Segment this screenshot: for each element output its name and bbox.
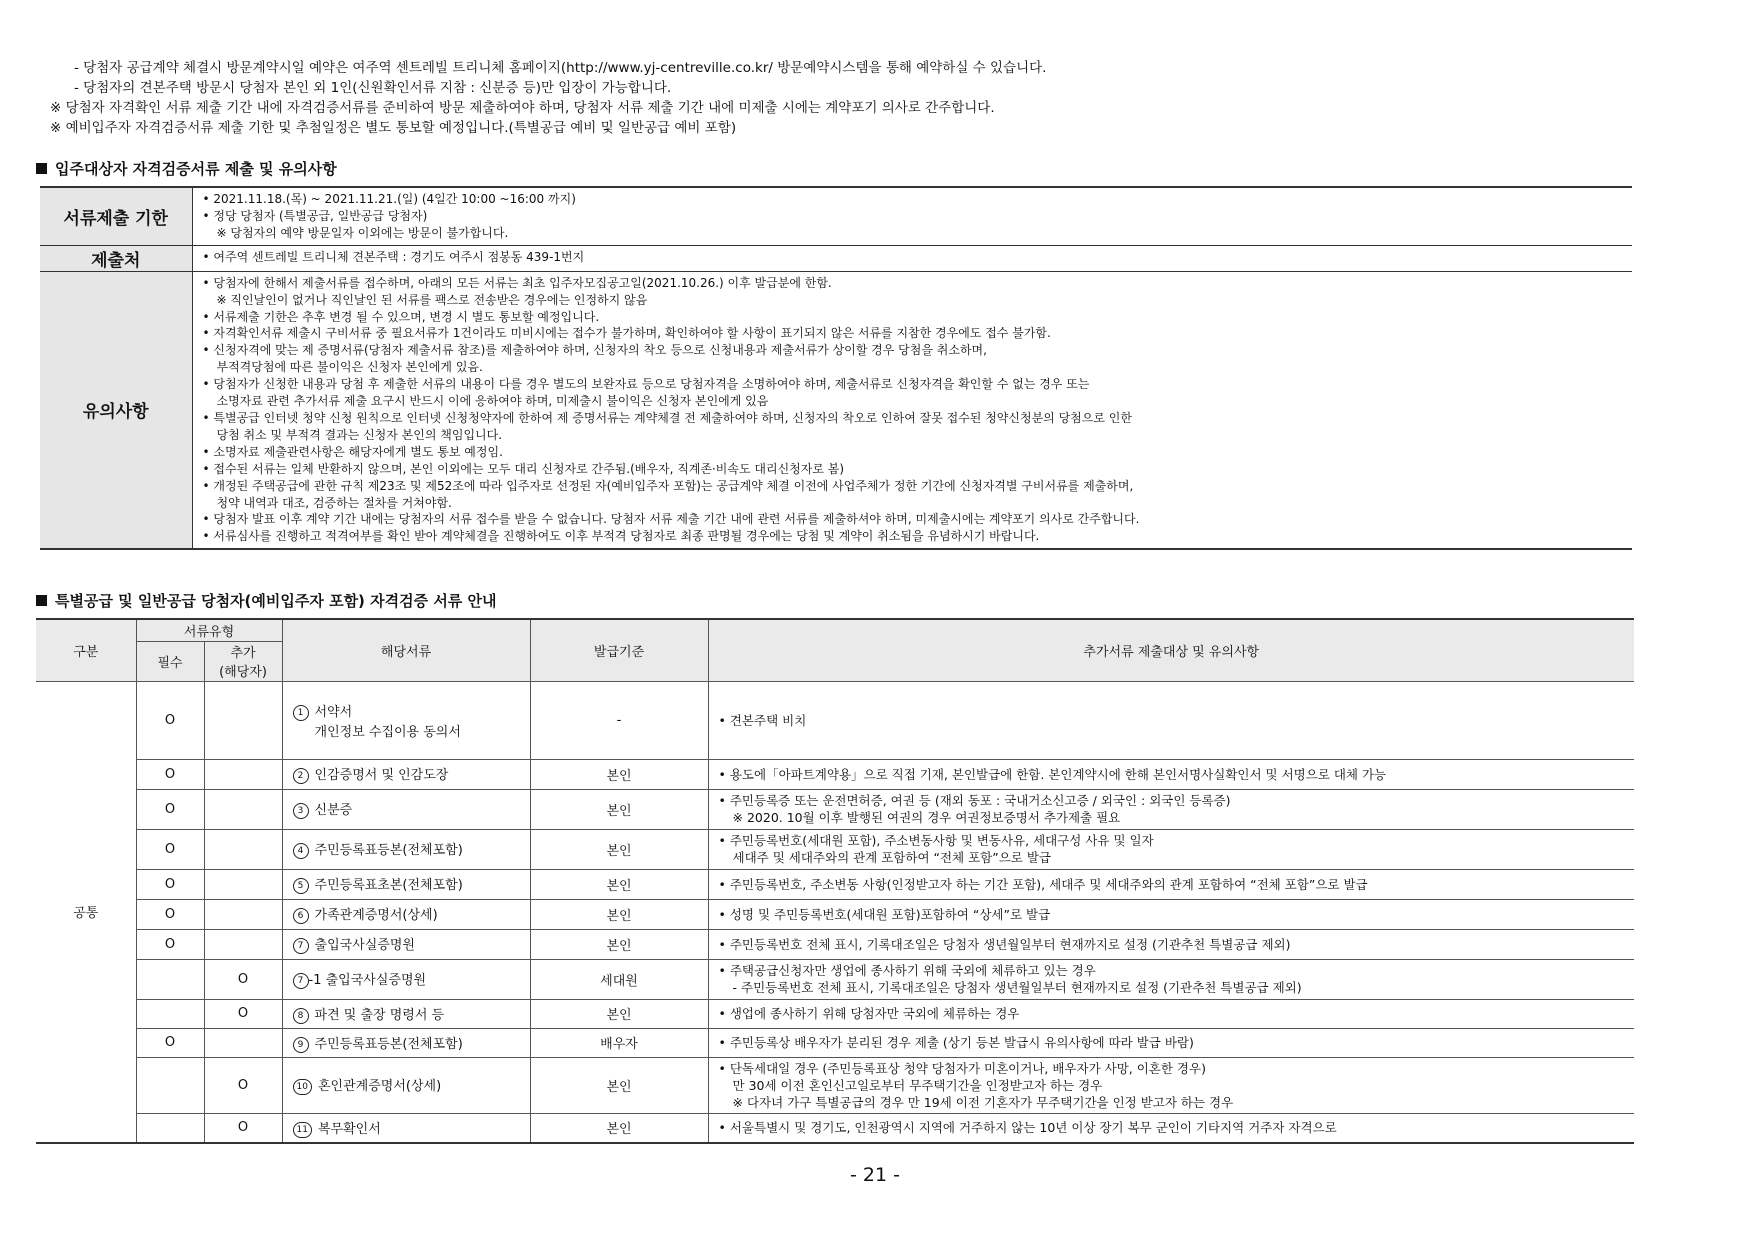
required-mark: O bbox=[136, 789, 204, 829]
issue-basis: 세대원 bbox=[530, 959, 708, 999]
circled-number: 7 bbox=[293, 938, 309, 954]
additional-mark: O bbox=[204, 1057, 282, 1113]
table-row bbox=[36, 1113, 1634, 1143]
additional-mark: O bbox=[204, 959, 282, 999]
additional-mark bbox=[204, 829, 282, 869]
document-name: 7 출입국사실증명원 bbox=[282, 929, 530, 959]
circled-number: 2 bbox=[293, 768, 309, 784]
notes: • 견본주택 비치 bbox=[708, 681, 1634, 759]
issue-basis: 본인 bbox=[530, 829, 708, 869]
table-row bbox=[36, 869, 1634, 899]
required-mark: O bbox=[136, 1028, 204, 1057]
intro-notes bbox=[50, 58, 1650, 138]
intro-line: - 당첨자의 견본주택 방문시 당첨자 본인 외 1인(신원확인서류 지참 : 신분증 등)만 입장이 가능합니다. bbox=[74, 80, 672, 96]
document-name: 3 신분증 bbox=[282, 789, 530, 829]
required-mark bbox=[136, 999, 204, 1028]
additional-mark bbox=[204, 789, 282, 829]
required-mark: O bbox=[136, 759, 204, 789]
header-category: 구분 bbox=[36, 619, 136, 681]
group-label: 공통 bbox=[36, 681, 136, 1143]
circled-number: 8 bbox=[293, 1008, 309, 1024]
issue-basis: 본인 bbox=[530, 1113, 708, 1143]
required-mark: O bbox=[136, 899, 204, 929]
row-content: • 2021.11.18.(목) ~ 2021.11.21.(일) (4일간 10:00 ~16:00 까지) • 정당 당첨자 (특별공급, 일반공급 당첨자) ※ 당첨자의 예약 방문일자 이외에는 방문이 불가합니다. bbox=[192, 187, 1632, 245]
section1-title: 입주대상자 자격검증서류 제출 및 유의사항 bbox=[36, 158, 337, 180]
table-row bbox=[36, 899, 1634, 929]
document-name: 4 주민등록표등본(전체포함) bbox=[282, 829, 530, 869]
circled-number: 9 bbox=[293, 1037, 309, 1053]
header-doc-type: 서류유형 bbox=[136, 619, 282, 641]
table-row bbox=[36, 1057, 1634, 1113]
required-mark bbox=[136, 1113, 204, 1143]
issue-basis: 본인 bbox=[530, 899, 708, 929]
additional-mark: O bbox=[204, 1113, 282, 1143]
additional-mark bbox=[204, 869, 282, 899]
document-name: 2 인감증명서 및 인감도장 bbox=[282, 759, 530, 789]
notes: • 주민등록번호 전체 표시, 기록대조일은 당첨자 생년월일부터 현재까지로 설정 (기관추천 특별공급 제외) bbox=[708, 929, 1634, 959]
notes: • 주민등록증 또는 운전면허증, 여권 등 (재외 동포 : 국내거소신고증 / 외국인 : 외국인 등록증) ※ 2020. 10월 이후 발행된 여권의 경우 여권정보증명서 추가제출 필요 bbox=[708, 789, 1634, 829]
square-bullet-icon bbox=[36, 163, 47, 174]
table-header-row bbox=[36, 619, 1634, 641]
notes: • 성명 및 주민등록번호(세대원 포함)포함하여 “상세”로 발급 bbox=[708, 899, 1634, 929]
circled-number: 3 bbox=[293, 803, 309, 819]
table-row bbox=[36, 681, 1634, 759]
required-mark bbox=[136, 959, 204, 999]
document-name: 7 -1 출입국사실증명원 bbox=[282, 959, 530, 999]
circled-number: 11 bbox=[293, 1122, 312, 1138]
document-name: 8 파견 및 출장 명령서 등 bbox=[282, 999, 530, 1028]
table-row bbox=[40, 271, 1632, 549]
table-row bbox=[36, 759, 1634, 789]
table-row bbox=[36, 789, 1634, 829]
issue-basis: 본인 bbox=[530, 999, 708, 1028]
additional-mark bbox=[204, 899, 282, 929]
intro-line: - 당첨자 공급계약 체결시 방문계약시일 예약은 여주역 센트레빌 트리니체 홈페이지(http://www.yj-centreville.co.kr/ 방문예약시스템을 통해 예약하실 수 있습니다. bbox=[74, 60, 1047, 76]
intro-line: ※ 예비입주자 자격검증서류 제출 기한 및 추첨일정은 별도 통보할 예정입니다.(특별공급 예비 및 일반공급 예비 포함) bbox=[50, 120, 737, 136]
issue-basis: 본인 bbox=[530, 929, 708, 959]
submission-table bbox=[40, 186, 1632, 550]
additional-mark bbox=[204, 759, 282, 789]
table-row bbox=[36, 1028, 1634, 1057]
required-mark: O bbox=[136, 929, 204, 959]
table-row bbox=[36, 929, 1634, 959]
additional-mark bbox=[204, 929, 282, 959]
header-additional: 추가 (해당자) bbox=[204, 641, 282, 681]
document-name: 6 가족관계증명서(상세) bbox=[282, 899, 530, 929]
circled-number: 5 bbox=[293, 878, 309, 894]
document-name: 11 복무확인서 bbox=[282, 1113, 530, 1143]
notes: • 서울특별시 및 경기도, 인천광역시 지역에 거주하지 않는 10년 이상 장기 복무 군인이 기타지역 거주자 자격으로 bbox=[708, 1113, 1634, 1143]
page-number: - 21 - bbox=[850, 1164, 900, 1186]
issue-basis: 본인 bbox=[530, 1057, 708, 1113]
notes: • 주민등록상 배우자가 분리된 경우 제출 (상기 등본 발급시 유의사항에 따라 발급 바람) bbox=[708, 1028, 1634, 1057]
intro-line: ※ 당첨자 자격확인 서류 제출 기간 내에 자격검증서류를 준비하여 방문 제출하여야 하며, 당첨자 서류 제출 기간 내에 미제출 시에는 계약포기 의사로 간주합니다. bbox=[50, 100, 995, 116]
notes: • 주택공급신청자만 생업에 종사하기 위해 국외에 체류하고 있는 경우 - 주민등록번호 전체 표시, 기록대조일은 당첨자 생년월일부터 현재까지로 설정 (기관추천 특별공급 제외) bbox=[708, 959, 1634, 999]
required-mark: O bbox=[136, 869, 204, 899]
table-row bbox=[36, 959, 1634, 999]
issue-basis: - bbox=[530, 681, 708, 759]
additional-mark bbox=[204, 681, 282, 759]
required-mark bbox=[136, 1057, 204, 1113]
header-document: 해당서류 bbox=[282, 619, 530, 681]
row-content: • 당첨자에 한해서 제출서류를 접수하며, 아래의 모든 서류는 최초 입주자모집공고일(2021.10.26.) 이후 발급분에 한함. ※ 직인날인이 없거나 직인날인 된 서류를 팩스로 전송받은 경우에는 인정하지 않음 • 서류제출 기한은 추후 변경 될 수 있으며, 변경 시 별도 통보할 예정입니다. • 자격확인서류 제출시 구비서류 중 필요서류가 1건이라도 미비시에는 접수가 불가하며, 확인하여야 할 사항이 표기되지 않은 서류를 지참한 경우에도 접수 불가함. • 신청자격에 맞는 제 증명서류(당첨자 제출서류 참조)를 제출하여야 하며, 신청자의 착오 등으로 신청내용과 제출서류가 상이할 경우 당첨을 취소하며, 부적격당첨에 따른 불이익은 신청자 본인에게 있음. • 당첨자가 신청한 내용과 당첨 후 제출한 서류의 내용이 다를 경우 별도의 보완자료 등으로 당첨자격을 소명하여야 하며, 제출서류로 신청자격을 확인할 수 없는 경우 또는 소명자료 관련 추가서류 제출 요구시 반드시 이에 응하여야 하며, 미제출시 불이익은 신청자 본인에게 있음 • 특별공급 인터넷 청약 신청 원칙으로 인터넷 신청청약자에 한하여 제 증명서류는 계약체결 전 제출하여야 하며, 신청자의 착오로 인하여 잘못 접수된 청약신청분의 당첨으로 인한 당첨 취소 및 부적격 결과는 신청자 본인의 책임입니다. • 소명자료 제출관련사항은 해당자에게 별도 통보 예정임. • 접수된 서류는 일체 반환하지 않으며, 본인 이외에는 모두 대리 신청자로 간주됨.(배우자, 직계존·비속도 대리신청자로 봄) • 개정된 주택공급에 관한 규칙 제23조 및 제52조에 따라 입주자로 선정된 자(예비입주자 포함)는 공급계약 체결 이전에 사업주체가 정한 기간에 신청자격별 구비서류를 제출하며, 청약 내역과 대조, 검증하는 절차를 거쳐야함. • 당첨자 발표 이후 계약 기간 내에는 당첨자의 서류 접수를 받을 수 없습니다. 당첨자 서류 제출 기간 내에 관련 서류를 제출하셔야 하며, 미제출시에는 계약포기 의사로 간주합니다. • 서류심사를 진행하고 적격여부를 확인 받아 계약체결을 진행하여도 이후 부적격 당첨자로 최종 판명될 경우에는 당첨 및 계약이 취소됨을 유념하시기 바랍니다. bbox=[192, 271, 1632, 549]
circled-number: 4 bbox=[293, 843, 309, 859]
document-name: 10 혼인관계증명서(상세) bbox=[282, 1057, 530, 1113]
notes: • 생업에 종사하기 위해 당첨자만 국외에 체류하는 경우 bbox=[708, 999, 1634, 1028]
document-name: 5 주민등록표초본(전체포함) bbox=[282, 869, 530, 899]
document-name: 9 주민등록표등본(전체포함) bbox=[282, 1028, 530, 1057]
row-label: 유의사항 bbox=[40, 271, 192, 549]
square-bullet-icon bbox=[36, 595, 47, 606]
required-mark: O bbox=[136, 829, 204, 869]
section2-title: 특별공급 및 일반공급 당첨자(예비입주자 포함) 자격검증 서류 안내 bbox=[36, 590, 497, 612]
issue-basis: 본인 bbox=[530, 789, 708, 829]
circled-number: 10 bbox=[293, 1079, 312, 1095]
header-required: 필수 bbox=[136, 641, 204, 681]
notes: • 용도에「아파트계약용」으로 직접 기재, 본인발급에 한함. 본인계약시에 한해 본인서명사실확인서 및 서명으로 대체 가능 bbox=[708, 759, 1634, 789]
circled-number: 1 bbox=[293, 705, 309, 721]
row-label: 제출처 bbox=[40, 245, 192, 271]
table-row bbox=[36, 999, 1634, 1028]
additional-mark: O bbox=[204, 999, 282, 1028]
document-name: 1 서약서 개인정보 수집이용 동의서 bbox=[282, 681, 530, 759]
issue-basis: 본인 bbox=[530, 869, 708, 899]
documents-table bbox=[36, 618, 1634, 1144]
table-row bbox=[40, 187, 1632, 245]
circled-number: 7 bbox=[293, 973, 309, 989]
additional-mark bbox=[204, 1028, 282, 1057]
row-label: 서류제출 기한 bbox=[40, 187, 192, 245]
required-mark: O bbox=[136, 681, 204, 759]
notes: • 주민등록번호(세대원 포함), 주소변동사항 및 변동사유, 세대구성 사유 및 일자 세대주 및 세대주와의 관계 포함하여 “전체 포함”으로 발급 bbox=[708, 829, 1634, 869]
issue-basis: 배우자 bbox=[530, 1028, 708, 1057]
notes: • 주민등록번호, 주소변동 사항(인정받고자 하는 기간 포함), 세대주 및 세대주와의 관계 포함하여 “전체 포함”으로 발급 bbox=[708, 869, 1634, 899]
issue-basis: 본인 bbox=[530, 759, 708, 789]
circled-number: 6 bbox=[293, 908, 309, 924]
row-content: • 여주역 센트레빌 트리니체 견본주택 : 경기도 여주시 점봉동 439-1번지 bbox=[192, 245, 1632, 271]
notes: • 단독세대일 경우 (주민등록표상 청약 당첨자가 미혼이거나, 배우자가 사망, 이혼한 경우) 만 30세 이전 혼인신고일로부터 무주택기간을 인정받고자 하는 경우 ※ 다자녀 가구 특별공급의 경우 만 19세 이전 기혼자가 무주택기간을 인정 받고자 하는 경우 bbox=[708, 1057, 1634, 1113]
header-issue-basis: 발급기준 bbox=[530, 619, 708, 681]
table-row bbox=[40, 245, 1632, 271]
table-row bbox=[36, 829, 1634, 869]
header-notes: 추가서류 제출대상 및 유의사항 bbox=[708, 619, 1634, 681]
